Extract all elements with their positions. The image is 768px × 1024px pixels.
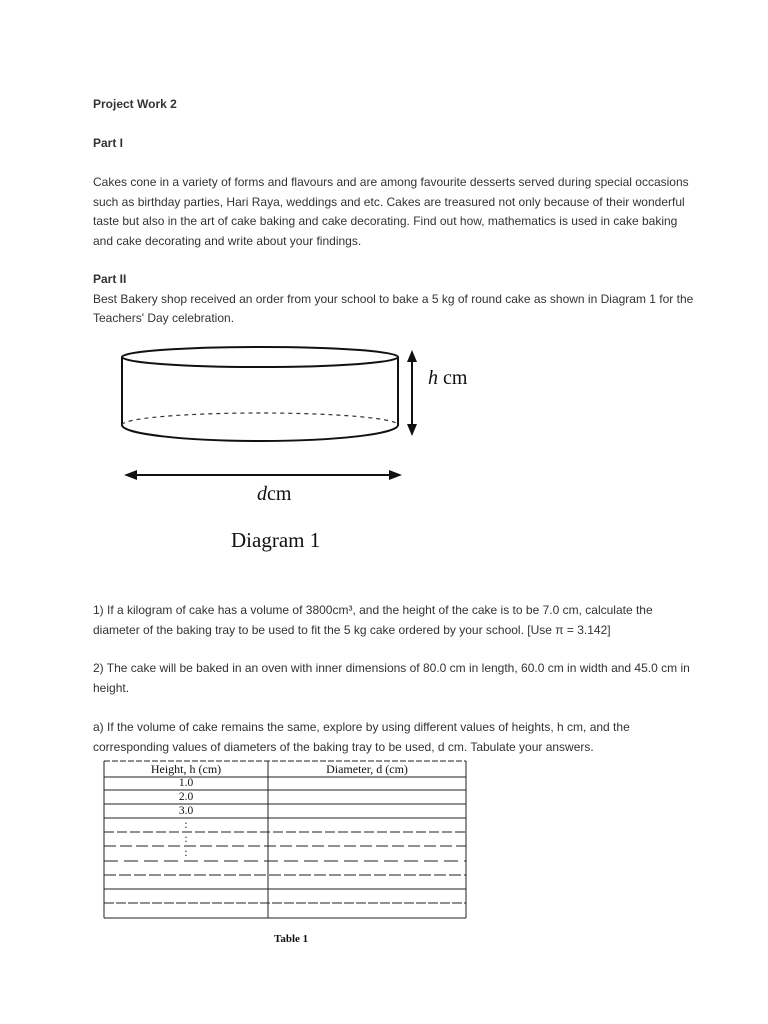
height-unit: cm [443, 367, 468, 389]
part2-heading: Part II [93, 272, 127, 286]
q2a-line-2: corresponding values of diameters of the baking tray to be used, d cm. Tabulate your answers. [93, 739, 594, 754]
table-cell-height-5: : [184, 833, 188, 845]
part1-line-2: such as birthday parties, Hari Raya, weddings and etc. Cakes are treasured not only because of their wonderful [93, 194, 685, 209]
title: Project Work 2 [93, 97, 177, 111]
table-cell-height-2: 2.0 [178, 791, 194, 803]
q2-line-1: 2) The cake will be baked in an oven with inner dimensions of 80.0 cm in length, 60.0 cm in width and 45.0 cm in [93, 661, 690, 675]
table-header-height: Height, h (cm) [150, 762, 222, 776]
diameter-unit: cm [267, 483, 292, 505]
diagram-caption: Diagram 1 [231, 528, 321, 552]
part1-line-4: and cake decorating and write about your findings. [93, 233, 362, 248]
part2-line-1: Best Bakery shop received an order from your school to bake a 5 kg of round cake as shown in Diagram 1 for the [93, 291, 694, 306]
table-cell-height-1: 1.0 [178, 777, 194, 789]
part2-line-2: Teachers' Day celebration. [93, 311, 235, 325]
table-cell-height-6: : [184, 847, 188, 859]
q2a-line-1: a) If the volume of cake remains the same, explore by using different values of heights, h cm, and the [93, 720, 630, 734]
diameter-var: d [257, 483, 267, 505]
table-cell-height-4: : [184, 819, 188, 831]
q1-line-1: 1) If a kilogram of cake has a volume of 3800cm³, and the height of the cake is to be 7.0 cm, calculate the [93, 603, 653, 617]
q2-line-2: height. [93, 680, 130, 695]
table-header-diameter: Diameter, d (cm) [326, 762, 408, 776]
table-caption: Table 1 [274, 933, 309, 945]
table-cell-height-3: 3.0 [178, 805, 194, 817]
part1-line-1: Cakes cone in a variety of forms and flavours and are among favourite desserts served during special occasions [93, 175, 689, 189]
part1-heading: Part I [93, 136, 124, 150]
q1-line-2: diameter of the baking tray to be used to fit the 5 kg cake ordered by your school. [Use π = 3.142] [93, 622, 611, 637]
height-var: h [428, 367, 438, 389]
part1-line-3: taste but also in the art of cake baking and cake decorating. Find out how, mathematics is used in cake baking [93, 214, 678, 228]
